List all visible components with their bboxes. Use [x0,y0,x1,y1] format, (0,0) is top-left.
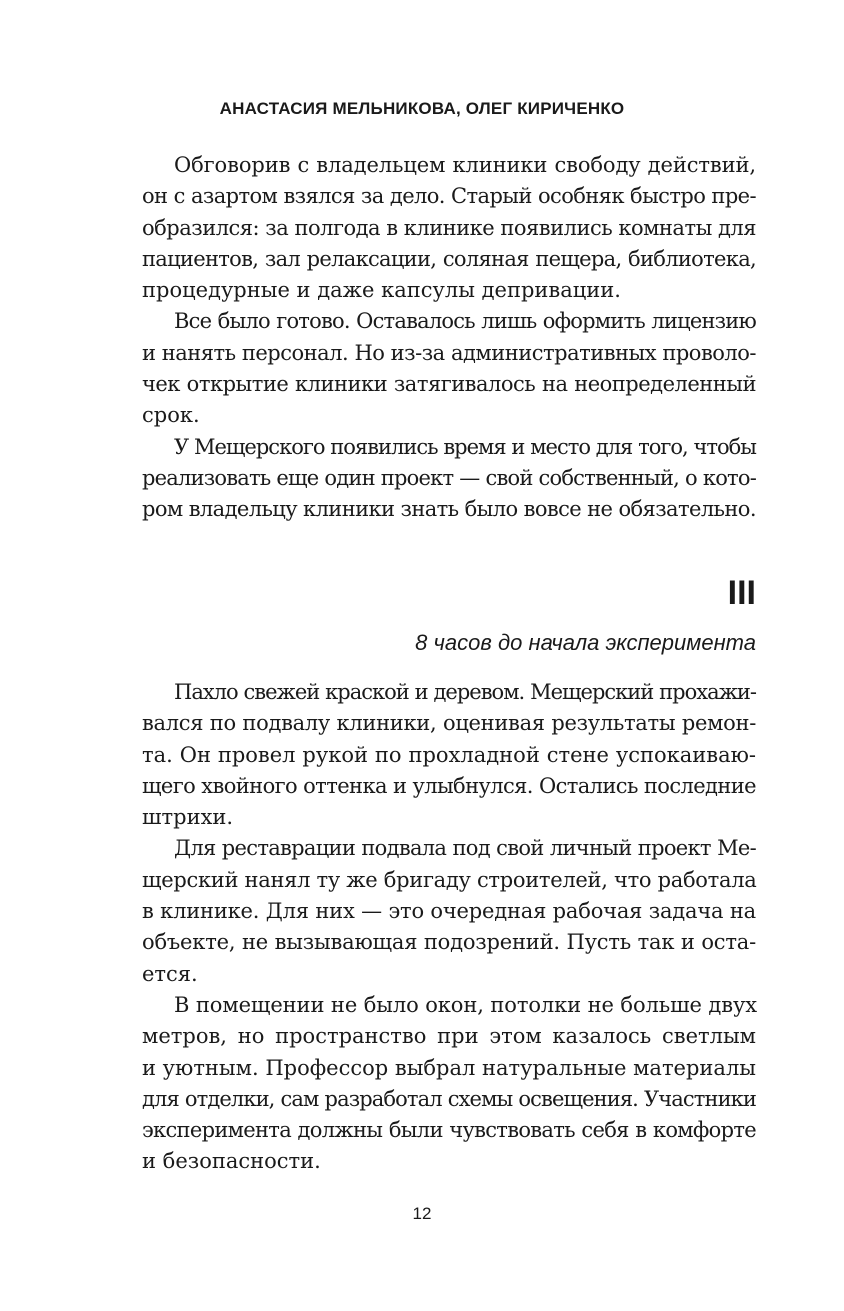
chapter-number: III [727,574,756,612]
text-line: ется. [142,961,198,986]
text-line: Пахло свежей краской и деревом. Мещерский прохажи- [174,680,756,704]
paragraph [142,306,756,431]
paragraph [142,990,756,1178]
text-line: У Мещерского появились время и место для того, чтобы [174,434,756,459]
text-line: В помещении не было окон, потолки не больше двух [174,992,757,1017]
text-section-one [142,150,756,526]
text-line: процедурные и даже капсулы депривации. [142,278,621,303]
text-line: и безопасности. [142,1149,321,1174]
text-line: Все было готово. Оставалось лишь оформить лицензию [174,309,756,334]
text-line: чек открытие клиники затягивалось на неопределенный [142,372,756,397]
text-line: штрихи. [142,805,234,830]
text-line: реализовать еще один проект — свой собственный, о кото- [142,465,756,490]
text-line: и уютным. Профессор выбрал натуральные материалы [142,1055,756,1080]
paragraph [142,432,756,526]
text-line: метров, но пространство при этом казалось светлым [142,1024,756,1049]
text-line: для отделки, сам разработал схемы освещения. Участники [142,1086,756,1111]
text-line: Для реставрации подвала под свой личный проект Ме- [174,836,756,861]
text-line: образился: за полгода в клинике появились комнаты для [142,215,756,240]
text-line: и нанять персонал. Но из-за административных проволо- [142,340,756,365]
text-line: та. Он провел рукой по прохладной стене успокаиваю- [142,742,756,767]
text-line: срок. [142,403,200,428]
text-line: ром владельцу клиники знать было вовсе не обязательно. [142,497,756,522]
paragraph [142,677,756,833]
text-line: в клинике. Для них — это очередная рабочая задача на [142,899,756,924]
text-line: щего хвойного оттенка и улыбнулся. Остались последние [142,773,756,798]
text-line: он с азартом взялся за дело. Старый особняк быстро пре- [142,184,756,209]
paragraph [142,150,756,306]
text-line: пациентов, зал релаксации, соляная пещера, библиотека, [142,246,756,271]
text-line: объекте, не вызывающая подозрений. Пусть так и оста- [142,930,756,955]
text-line: Обговорив с владельцем клиники свободу действий, [174,153,756,177]
paragraph [142,833,756,989]
text-line: эксперимента должны были чувствовать себя в комфорте [142,1118,756,1143]
text-line: щерский нанял ту же бригаду строителей, что работала [142,867,757,892]
text-line: вался по подвалу клиники, оценивая результаты ремон- [142,711,756,736]
running-head: АНАСТАСИЯ МЕЛЬНИКОВА, ОЛЕГ КИРИЧЕНКО [219,99,625,118]
chapter-subtitle: 8 часов до начала эксперимента [415,630,756,655]
page-number: 12 [412,1204,432,1223]
text-section-two [142,677,756,1178]
